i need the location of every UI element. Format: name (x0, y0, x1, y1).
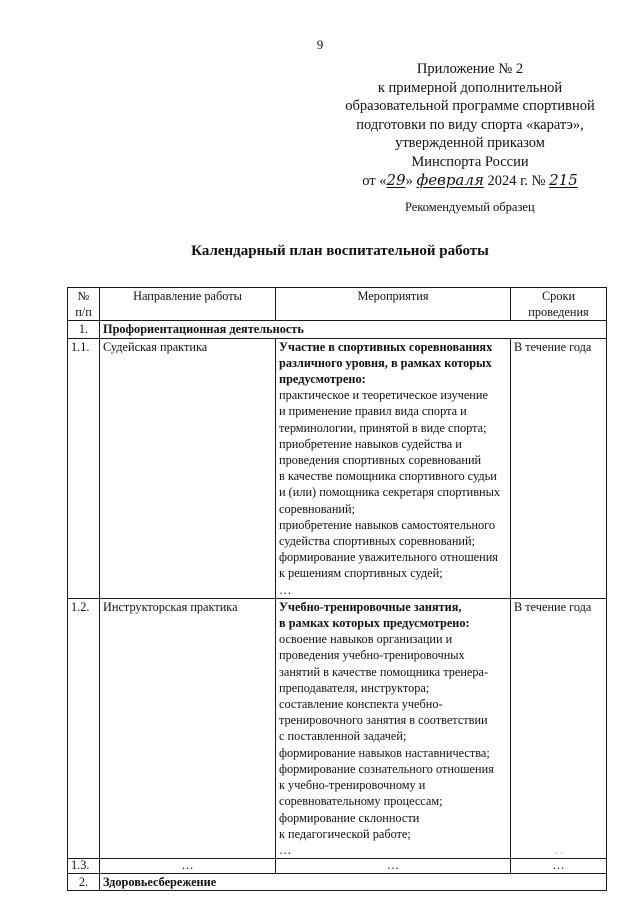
table-header-row (68, 288, 607, 321)
date-month: февраля (416, 171, 484, 189)
header-events: Мероприятия (276, 288, 511, 321)
table-row (68, 598, 607, 858)
header-direction: Направление работы (100, 288, 276, 321)
date-prefix: от « (362, 173, 387, 189)
date-mid: » (405, 173, 413, 189)
date-day: 29 (386, 171, 406, 189)
recommended-sample-label: Рекомендуемый образец (405, 200, 535, 214)
row-events: Участие в спортивных соревнованиях различного уровня, в рамках которых предусмотрено: практическое и теоретическое изучение и применение правил вида спорта и терминологии, принятой в виде спорта; приобретение навыков судейства и проведения спортивных соревнований в качестве помощника спортивного судьи и (или) помощника секретаря спортивных соревнований; приобретение навыков самостоятельного судейства спортивных соревнований; формирование уважительного отношения к решениям спортивных судей; … (276, 338, 511, 598)
section-name: Профориентационная деятельность (100, 321, 607, 338)
section-number: 2. (68, 874, 100, 891)
appendix-header (320, 60, 620, 191)
appendix-line: к примерной дополнительной (377, 79, 563, 96)
section-name: Здоровьесбережение (100, 874, 607, 891)
section-row (68, 321, 607, 338)
section-number: 1. (68, 321, 100, 338)
appendix-line: Минспорта России (411, 153, 529, 170)
document-title: Календарный план воспитательной работы (191, 243, 489, 259)
row-direction: Инструкторская практика (100, 598, 276, 858)
row-term: … (511, 859, 607, 874)
appendix-line: образовательной программе спортивной (345, 98, 595, 114)
row-direction: Судейская практика (100, 338, 276, 598)
row-number: 1.3. (68, 859, 100, 874)
row-direction: … (100, 859, 276, 874)
appendix-line: Приложение № 2 (416, 61, 524, 77)
education-plan-table (67, 287, 607, 891)
header-number: № п/п (68, 288, 100, 321)
row-term: В течение года (511, 598, 607, 858)
row-events: Учебно-тренировочные занятия, в рамках которых предусмотрено: освоение навыков организации и проведения учебно-тренировочных занятий в качестве помощника тренера- преподавателя, инструктора; составление конспекта учебно- тренировочного занятия в соответствии с поставленной задачей; формирование навыков наставничества; формирование сознательного отношения к учебно-тренировочному и соревновательному процессам; формирование склонности к педагогической работе; … (276, 598, 511, 858)
row-events: … (276, 859, 511, 874)
date-year: 2024 г. № (487, 173, 546, 189)
appendix-line: подготовки по виду спорта «каратэ», (356, 116, 584, 133)
row-number: 1.2. (68, 598, 100, 858)
row-number: 1.1. (68, 338, 100, 598)
page-number: 9 (316, 37, 324, 52)
scan-mark: · · (555, 848, 564, 858)
section-row (68, 874, 607, 891)
row-term: В течение года (511, 338, 607, 598)
table-row (68, 859, 607, 874)
order-number: 215 (549, 171, 578, 189)
appendix-line: утвержденной приказом (395, 135, 545, 151)
table-row (68, 338, 607, 598)
header-term: Сроки проведения (511, 288, 607, 321)
order-date-line (320, 171, 620, 191)
